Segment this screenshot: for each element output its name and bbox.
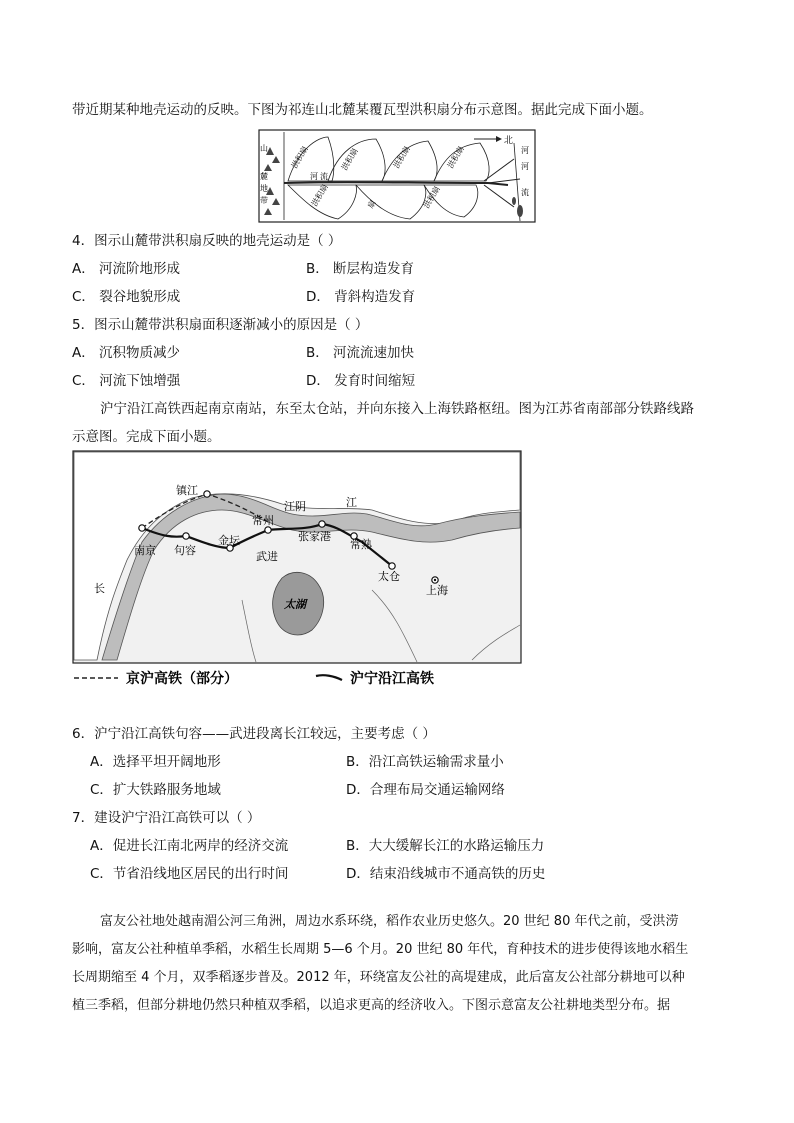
q4-option-b[interactable]: B． 断层构造发育 (306, 261, 415, 277)
q5-option-c[interactable]: C． 河流下蚀增强 (72, 373, 181, 389)
svg-text:洪积扇: 洪积扇 (339, 146, 360, 172)
q7-stem: 7．建设沪宁沿江高铁可以（ ） (72, 810, 261, 826)
svg-text:流: 流 (320, 172, 328, 181)
svg-text:带: 带 (260, 196, 268, 205)
svg-text:洪积扇: 洪积扇 (309, 182, 330, 208)
svg-text:山: 山 (260, 144, 268, 153)
lake-taihu: 太湖 (284, 598, 306, 611)
city-shanghai: 上海 (426, 584, 448, 597)
q4-option-a[interactable]: A． 河流阶地形成 (72, 261, 181, 277)
north-label: 北 (504, 136, 514, 146)
svg-text:洪积扇: 洪积扇 (391, 144, 412, 170)
intro-text-3-line3: 长周期缩至 4 个月，双季稻逐步普及。2012 年，环绕富友公社的高堤建成，此后富友公社部分耕地可以种 (72, 970, 685, 985)
city-nanjing: 南京 (134, 544, 156, 557)
svg-text:流: 流 (521, 188, 529, 197)
city-zhenjiang: 镇江 (176, 484, 198, 497)
city-jurong: 句容 (174, 544, 196, 557)
intro-text-3-line1: 富友公社地处越南湄公河三角洲，周边水系环绕，稻作农业历史悠久。20 世纪 80 年代之前，受洪涝 (100, 914, 679, 929)
svg-text:洪积扇: 洪积扇 (445, 144, 466, 170)
q6-option-c[interactable]: C．扩大铁路服务地域 (90, 782, 221, 798)
q7-option-b[interactable]: B．大大缓解长江的水路运输压力 (346, 838, 545, 854)
legend-jinghu: 京沪高铁（部分） (126, 671, 238, 687)
q5-option-d[interactable]: D． 发育时间缩短 (306, 373, 416, 389)
q7-option-d[interactable]: D．结束沿线城市不通高铁的历史 (346, 866, 546, 882)
city-zhangjiagang: 张家港 (298, 530, 331, 543)
svg-text:地: 地 (260, 184, 268, 193)
legend-huning: 沪宁沿江高铁 (350, 671, 434, 687)
city-changzhou: 常州 (252, 514, 274, 527)
intro-text-3-line4: 植三季稻，但部分耕地仍然只种植双季稻，以追求更高的经济收入。下图示意富友公社耕地类型分布。据 (72, 998, 671, 1013)
q5-option-b[interactable]: B． 河流流速加快 (306, 345, 415, 361)
river-char-1: 长 (94, 582, 105, 595)
city-changshu: 常熟 (350, 538, 372, 551)
intro-text-1: 带近期某种地壳运动的反映。下图为祁连山北麓某覆瓦型洪积扇分布示意图。据此完成下面小题。 (72, 102, 653, 118)
q4-option-d[interactable]: D． 背斜构造发育 (306, 289, 416, 305)
city-jiangyin: 江阴 (284, 500, 306, 513)
svg-text:扇: 扇 (365, 198, 378, 210)
svg-text:河: 河 (521, 146, 529, 155)
q5-option-a[interactable]: A． 沉积物质减少 (72, 345, 181, 361)
intro-text-2-line1: 沪宁沿江高铁西起南京南站，东至太仓站，并向东接入上海铁路枢纽。图为江苏省南部部分铁路线路 (100, 401, 694, 417)
q4-stem: 4．图示山麓带洪积扇反映的地壳运动是（ ） (72, 233, 342, 249)
city-jintan: 金坛 (218, 534, 240, 547)
q5-stem: 5．图示山麓带洪积扇面积逐渐减小的原因是（ ） (72, 317, 369, 333)
river-char-2: 江 (346, 496, 357, 509)
svg-text:河: 河 (310, 172, 318, 181)
svg-text:麓: 麓 (260, 172, 268, 181)
q4-option-c[interactable]: C． 裂谷地貌形成 (72, 289, 181, 305)
svg-text:洪积扇: 洪积扇 (289, 144, 310, 170)
alluvial-fan-figure (258, 129, 536, 227)
svg-text:洪积扇: 洪积扇 (421, 184, 442, 210)
svg-text:河: 河 (521, 162, 529, 171)
q7-option-a[interactable]: A．促进长江南北两岸的经济交流 (90, 838, 289, 854)
q6-option-d[interactable]: D．合理布局交通运输网络 (346, 782, 505, 798)
q6-stem: 6．沪宁沿江高铁句容——武进段离长江较远，主要考虑（ ） (72, 726, 436, 742)
q6-option-b[interactable]: B．沿江高铁运输需求量小 (346, 754, 504, 770)
intro-text-3-line2: 影响，富友公社种植单季稻，水稻生长周期 5—6 个月。20 世纪 80 年代，育种技术的进步使得该地水稻生 (72, 942, 689, 957)
intro-text-2-line2: 示意图。完成下面小题。 (72, 429, 221, 445)
q7-option-c[interactable]: C．节省沿线地区居民的出行时间 (90, 866, 289, 882)
city-taicang: 太仓 (378, 570, 400, 583)
q6-option-a[interactable]: A．选择平坦开阔地形 (90, 754, 221, 770)
city-wujin: 武进 (256, 550, 278, 563)
railway-map-figure (72, 450, 524, 694)
